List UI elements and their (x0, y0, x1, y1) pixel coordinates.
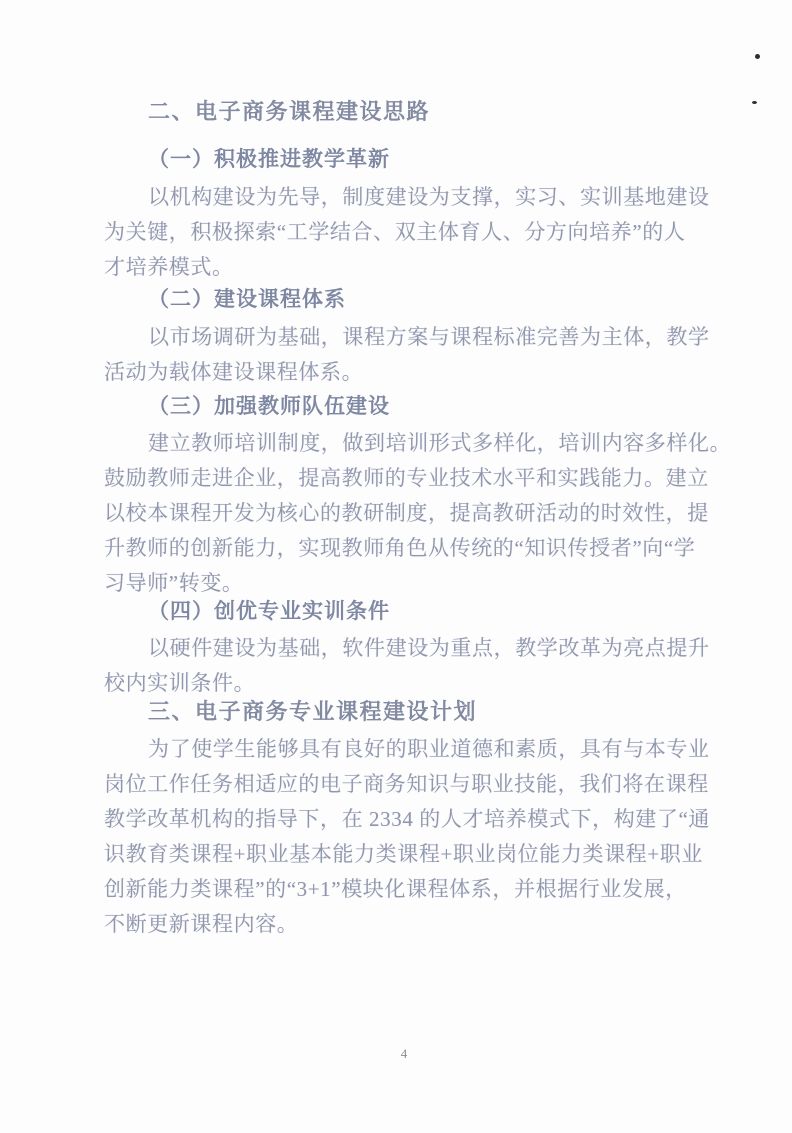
text-line: 以硬件建设为基础，软件建设为重点，教学改革为亮点提升 (148, 636, 710, 660)
text-line: 活动为载体建设课程体系。 (104, 360, 364, 384)
paragraph-3 (104, 426, 732, 601)
text-line: 为关键，积极探索“工学结合、双主体育人、分方向培养”的人 (104, 220, 686, 244)
subsection-heading-3: （三）加强教师队伍建设 (148, 394, 390, 418)
text-line: 不断更新课程内容。 (104, 912, 299, 936)
scan-speck (755, 54, 760, 59)
paragraph-4 (104, 631, 720, 701)
subsection-heading-4: （四）创优专业实训条件 (148, 599, 390, 623)
text-line: 岗位工作任务相适应的电子商务知识与职业技能，我们将在课程 (104, 772, 709, 796)
text-line: 校内实训条件。 (104, 671, 256, 695)
paragraph-1 (104, 180, 720, 285)
text-line: 教学改革机构的指导下，在 2334 的人才培养模式下，构建了“通 (104, 807, 711, 831)
text-line: 习导师”转变。 (104, 571, 244, 595)
text-line: 鼓励教师走进企业，提高教师的专业技术水平和实践能力。建立 (104, 466, 709, 490)
section-heading-3: 三、电子商务专业课程建设计划 (148, 699, 478, 724)
text-line: 以机构建设为先导，制度建设为支撑，实习、实训基地建设 (148, 185, 710, 209)
text-line: 以市场调研为基础，课程方案与课程标准完善为主体，教学 (148, 325, 710, 349)
scan-speck (752, 101, 757, 104)
subsection-heading-1: （一）积极推进教学革新 (148, 147, 390, 171)
text-line: 以校本课程开发为核心的教研制度，提高教研活动的时效性，提 (104, 501, 709, 525)
page-number: 4 (400, 1046, 408, 1061)
text-line: 识教育类课程+职业基本能力类课程+职业岗位能力类课程+职业 (104, 842, 703, 866)
text-line: 创新能力类课程”的“3+1”模块化课程体系，并根据行业发展， (104, 877, 687, 901)
text-line: 才培养模式。 (104, 255, 234, 279)
text-line: 升教师的创新能力，实现教师角色从传统的“知识传授者”向“学 (104, 536, 696, 560)
text-line: 为了使学生能够具有良好的职业道德和素质，具有与本专业 (148, 737, 710, 761)
paragraph-2 (104, 320, 720, 390)
text-line: 建立教师培训制度，做到培训形式多样化，培训内容多样化。 (148, 431, 732, 455)
paragraph-5 (104, 732, 720, 942)
subsection-heading-2: （二）建设课程体系 (148, 287, 346, 311)
section-heading-2: 二、电子商务课程建设思路 (148, 99, 431, 124)
